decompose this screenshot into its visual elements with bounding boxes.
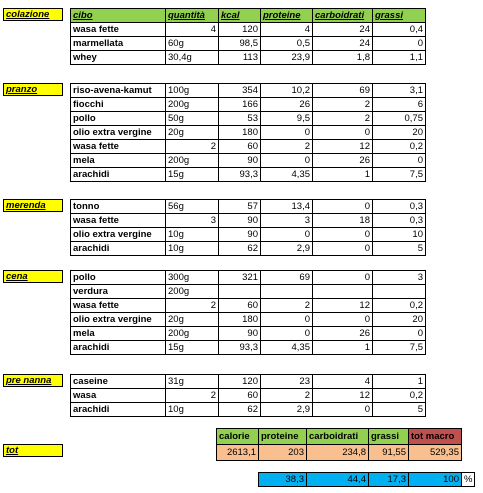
table-row bbox=[71, 37, 426, 51]
value-cell: 60 bbox=[219, 389, 261, 403]
table-row bbox=[71, 389, 426, 403]
totals-value: 91,55 bbox=[369, 445, 409, 461]
value-cell: 2 bbox=[313, 98, 373, 112]
food-cell: arachidi bbox=[71, 242, 166, 256]
value-cell: 23,9 bbox=[261, 51, 313, 65]
value-cell: 0 bbox=[373, 327, 426, 341]
table-row bbox=[71, 313, 426, 327]
value-cell: 4 bbox=[166, 23, 219, 37]
totals-header: proteine bbox=[259, 429, 307, 445]
value-cell: 0 bbox=[261, 228, 313, 242]
value-cell: 113 bbox=[219, 51, 261, 65]
meal-table bbox=[70, 8, 426, 65]
meal-label: cena bbox=[3, 270, 63, 283]
table-row bbox=[71, 154, 426, 168]
value-cell: 69 bbox=[261, 271, 313, 285]
totals-value: 2613,1 bbox=[217, 445, 259, 461]
food-cell: tonno bbox=[71, 200, 166, 214]
value-cell: 10g bbox=[166, 228, 219, 242]
value-cell: 0,2 bbox=[373, 140, 426, 154]
value-cell: 60 bbox=[219, 140, 261, 154]
value-cell: 26 bbox=[313, 327, 373, 341]
food-cell: mela bbox=[71, 154, 166, 168]
value-cell: 10g bbox=[166, 403, 219, 417]
value-cell: 3,1 bbox=[373, 84, 426, 98]
value-cell: 2 bbox=[261, 140, 313, 154]
value-cell: 180 bbox=[219, 313, 261, 327]
header-row bbox=[71, 9, 426, 23]
value-cell: 98,5 bbox=[219, 37, 261, 51]
food-cell: verdura bbox=[71, 285, 166, 299]
value-cell: 5 bbox=[373, 403, 426, 417]
value-cell bbox=[219, 285, 261, 299]
totals-value: 234,8 bbox=[307, 445, 369, 461]
value-cell: 15g bbox=[166, 168, 219, 182]
value-cell: 1,8 bbox=[313, 51, 373, 65]
value-cell: 2 bbox=[166, 140, 219, 154]
value-cell: 354 bbox=[219, 84, 261, 98]
table-row bbox=[71, 112, 426, 126]
table-row bbox=[71, 403, 426, 417]
totals-value: 529,35 bbox=[409, 445, 462, 461]
value-cell: 60 bbox=[219, 299, 261, 313]
value-cell: 0 bbox=[261, 327, 313, 341]
value-cell: 0 bbox=[373, 37, 426, 51]
meal-label: pranzo bbox=[3, 83, 63, 96]
value-cell: 120 bbox=[219, 23, 261, 37]
totals-header: tot macro bbox=[409, 429, 462, 445]
value-cell: 200g bbox=[166, 327, 219, 341]
value-cell: 10,2 bbox=[261, 84, 313, 98]
food-cell: caseine bbox=[71, 375, 166, 389]
column-header: cibo bbox=[71, 9, 166, 23]
value-cell: 1 bbox=[373, 375, 426, 389]
value-cell: 13,4 bbox=[261, 200, 313, 214]
value-cell: 4 bbox=[313, 375, 373, 389]
value-cell: 0,2 bbox=[373, 389, 426, 403]
value-cell: 180 bbox=[219, 126, 261, 140]
value-cell: 31g bbox=[166, 375, 219, 389]
value-cell: 90 bbox=[219, 327, 261, 341]
column-header: grassi bbox=[373, 9, 426, 23]
table-row bbox=[71, 126, 426, 140]
meal-table bbox=[70, 270, 426, 355]
meal-table bbox=[70, 83, 426, 182]
food-cell: arachidi bbox=[71, 168, 166, 182]
value-cell: 2,9 bbox=[261, 403, 313, 417]
table-row bbox=[71, 23, 426, 37]
value-cell bbox=[373, 285, 426, 299]
table-row bbox=[71, 140, 426, 154]
value-cell: 20g bbox=[166, 126, 219, 140]
value-cell: 12 bbox=[313, 389, 373, 403]
value-cell: 30,4g bbox=[166, 51, 219, 65]
value-cell: 24 bbox=[313, 23, 373, 37]
totals-header: carboidrati bbox=[307, 429, 369, 445]
value-cell: 26 bbox=[313, 154, 373, 168]
value-cell: 1 bbox=[313, 341, 373, 355]
value-cell: 120 bbox=[219, 375, 261, 389]
value-cell: 166 bbox=[219, 98, 261, 112]
percent-table bbox=[258, 472, 475, 487]
percent-unit: % bbox=[462, 473, 475, 487]
value-cell: 0,2 bbox=[373, 299, 426, 313]
value-cell: 15g bbox=[166, 341, 219, 355]
food-cell: mela bbox=[71, 327, 166, 341]
food-cell: arachidi bbox=[71, 341, 166, 355]
value-cell: 0 bbox=[261, 313, 313, 327]
table-row bbox=[71, 84, 426, 98]
value-cell: 7,5 bbox=[373, 168, 426, 182]
value-cell: 0,3 bbox=[373, 200, 426, 214]
value-cell: 56g bbox=[166, 200, 219, 214]
value-cell: 5 bbox=[373, 242, 426, 256]
value-cell bbox=[261, 285, 313, 299]
value-cell: 93,3 bbox=[219, 341, 261, 355]
food-cell: olio extra vergine bbox=[71, 313, 166, 327]
value-cell: 0 bbox=[313, 228, 373, 242]
meal-label: merenda bbox=[3, 199, 63, 212]
food-cell: wasa fette bbox=[71, 214, 166, 228]
value-cell: 3 bbox=[373, 271, 426, 285]
column-header: kcal bbox=[219, 9, 261, 23]
value-cell: 1,1 bbox=[373, 51, 426, 65]
value-cell: 3 bbox=[166, 214, 219, 228]
totals-header: grassi bbox=[369, 429, 409, 445]
food-cell: olio extra vergine bbox=[71, 228, 166, 242]
totals-table bbox=[216, 428, 462, 461]
meal-table bbox=[70, 199, 426, 256]
value-cell: 18 bbox=[313, 214, 373, 228]
value-cell: 4 bbox=[261, 23, 313, 37]
meal-table bbox=[70, 374, 426, 417]
food-cell: marmellata bbox=[71, 37, 166, 51]
value-cell: 12 bbox=[313, 299, 373, 313]
total-label: tot bbox=[3, 444, 63, 457]
value-cell: 7,5 bbox=[373, 341, 426, 355]
table-row bbox=[71, 228, 426, 242]
percent-value: 17,3 bbox=[369, 473, 409, 487]
value-cell: 69 bbox=[313, 84, 373, 98]
value-cell: 2 bbox=[313, 112, 373, 126]
table-row bbox=[71, 341, 426, 355]
value-cell: 0 bbox=[261, 126, 313, 140]
column-header: proteine bbox=[261, 9, 313, 23]
value-cell: 4,35 bbox=[261, 341, 313, 355]
food-cell: wasa fette bbox=[71, 299, 166, 313]
value-cell: 4,35 bbox=[261, 168, 313, 182]
meal-label: colazione bbox=[3, 8, 63, 21]
value-cell: 100g bbox=[166, 84, 219, 98]
food-cell: wasa fette bbox=[71, 23, 166, 37]
food-cell: riso-avena-kamut bbox=[71, 84, 166, 98]
value-cell: 0 bbox=[373, 154, 426, 168]
value-cell: 60g bbox=[166, 37, 219, 51]
value-cell: 0,4 bbox=[373, 23, 426, 37]
value-cell: 90 bbox=[219, 228, 261, 242]
totals-value-row bbox=[217, 445, 462, 461]
food-cell: fiocchi bbox=[71, 98, 166, 112]
value-cell: 2,9 bbox=[261, 242, 313, 256]
value-cell: 200g bbox=[166, 285, 219, 299]
totals-header: calorie bbox=[217, 429, 259, 445]
value-cell: 0,5 bbox=[261, 37, 313, 51]
value-cell: 1 bbox=[313, 168, 373, 182]
value-cell: 200g bbox=[166, 98, 219, 112]
value-cell: 20 bbox=[373, 126, 426, 140]
value-cell: 0 bbox=[313, 242, 373, 256]
table-row bbox=[71, 271, 426, 285]
table-row bbox=[71, 98, 426, 112]
food-cell: pollo bbox=[71, 112, 166, 126]
value-cell: 0 bbox=[313, 271, 373, 285]
value-cell: 26 bbox=[261, 98, 313, 112]
value-cell: 20g bbox=[166, 313, 219, 327]
meal-label: pre nanna bbox=[3, 374, 63, 387]
value-cell: 0 bbox=[313, 403, 373, 417]
totals-value: 203 bbox=[259, 445, 307, 461]
percent-value: 100 bbox=[409, 473, 462, 487]
value-cell: 2 bbox=[166, 299, 219, 313]
value-cell: 0 bbox=[313, 200, 373, 214]
value-cell: 200g bbox=[166, 154, 219, 168]
totals-header-row bbox=[217, 429, 462, 445]
food-cell: wasa fette bbox=[71, 140, 166, 154]
value-cell: 6 bbox=[373, 98, 426, 112]
percent-row bbox=[259, 473, 475, 487]
value-cell: 90 bbox=[219, 154, 261, 168]
table-row bbox=[71, 299, 426, 313]
value-cell: 90 bbox=[219, 214, 261, 228]
table-row bbox=[71, 214, 426, 228]
value-cell: 9,5 bbox=[261, 112, 313, 126]
percent-value: 38,3 bbox=[259, 473, 307, 487]
value-cell: 3 bbox=[261, 214, 313, 228]
value-cell: 24 bbox=[313, 37, 373, 51]
table-row bbox=[71, 327, 426, 341]
food-cell: whey bbox=[71, 51, 166, 65]
value-cell: 23 bbox=[261, 375, 313, 389]
value-cell: 0 bbox=[261, 154, 313, 168]
value-cell: 10 bbox=[373, 228, 426, 242]
value-cell: 62 bbox=[219, 403, 261, 417]
value-cell: 10g bbox=[166, 242, 219, 256]
value-cell: 300g bbox=[166, 271, 219, 285]
food-cell: olio extra vergine bbox=[71, 126, 166, 140]
table-row bbox=[71, 242, 426, 256]
column-header: quantità bbox=[166, 9, 219, 23]
value-cell: 57 bbox=[219, 200, 261, 214]
value-cell: 0,3 bbox=[373, 214, 426, 228]
table-row bbox=[71, 375, 426, 389]
value-cell: 53 bbox=[219, 112, 261, 126]
value-cell: 93,3 bbox=[219, 168, 261, 182]
value-cell: 2 bbox=[166, 389, 219, 403]
table-row bbox=[71, 51, 426, 65]
value-cell: 2 bbox=[261, 389, 313, 403]
column-header: carboidrati bbox=[313, 9, 373, 23]
value-cell: 20 bbox=[373, 313, 426, 327]
table-row bbox=[71, 200, 426, 214]
value-cell: 0 bbox=[313, 313, 373, 327]
value-cell: 0,75 bbox=[373, 112, 426, 126]
food-cell: arachidi bbox=[71, 403, 166, 417]
value-cell: 62 bbox=[219, 242, 261, 256]
value-cell: 12 bbox=[313, 140, 373, 154]
food-cell: wasa bbox=[71, 389, 166, 403]
value-cell: 0 bbox=[313, 126, 373, 140]
table-row bbox=[71, 285, 426, 299]
value-cell: 321 bbox=[219, 271, 261, 285]
value-cell: 50g bbox=[166, 112, 219, 126]
table-row bbox=[71, 168, 426, 182]
value-cell: 2 bbox=[261, 299, 313, 313]
food-cell: pollo bbox=[71, 271, 166, 285]
value-cell bbox=[313, 285, 373, 299]
percent-value: 44,4 bbox=[307, 473, 369, 487]
